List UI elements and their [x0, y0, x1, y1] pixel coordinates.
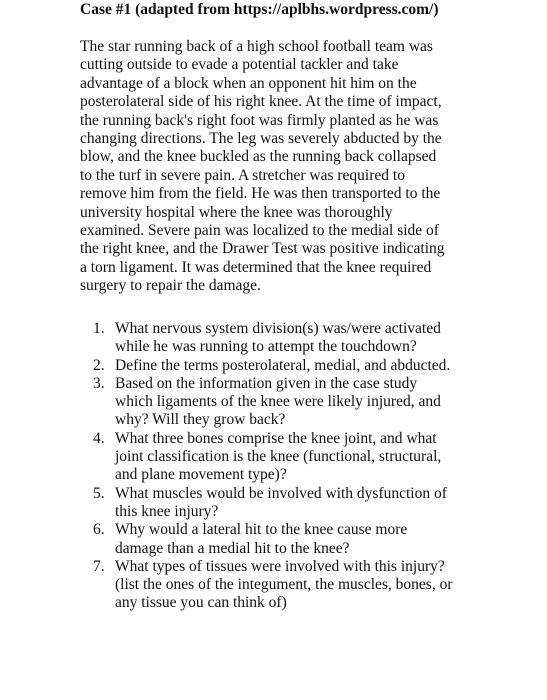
question-item-5: [93, 485, 493, 522]
question-number: 3.: [93, 374, 105, 392]
question-number: 7.: [93, 557, 105, 575]
paragraph-line: surgery to repair the damage.: [80, 277, 261, 295]
question-item-2: [93, 357, 493, 375]
question-line: damage than a medial hit to the knee?: [115, 539, 350, 557]
case-paragraph: [80, 38, 480, 296]
question-line: and plane movement type)?: [115, 466, 287, 484]
case-title: Case #1 (adapted from https://aplbhs.wordpress.com/): [80, 1, 439, 18]
question-number: 1.: [93, 320, 105, 337]
question-number: 4.: [93, 429, 105, 447]
paragraph-line: cutting outside to evade a potential tackler and take: [80, 56, 399, 74]
question-list: [93, 320, 493, 613]
paragraph-line: The star running back of a high school football team was: [80, 38, 433, 55]
question-item-1: [93, 320, 493, 357]
question-line: What types of tissues were involved with this injury?: [115, 557, 445, 575]
question-line: What nervous system division(s) was/were activated: [115, 320, 441, 337]
paragraph-line: a torn ligament. It was determined that the knee required: [80, 258, 432, 276]
paragraph-line: university hospital where the knee was thoroughly: [80, 203, 393, 221]
question-line: any tissue you can think of): [115, 594, 287, 612]
paragraph-line: the right knee, and the Drawer Test was positive indicating: [80, 240, 445, 258]
question-number: 6.: [93, 521, 105, 539]
question-line: while he was running to attempt the touchdown?: [115, 338, 417, 356]
question-line: this knee injury?: [115, 502, 219, 520]
paragraph-line: advantage of a block when an opponent hit him on the: [80, 74, 417, 92]
paragraph-line: to the turf in severe pain. A stretcher was required to: [80, 166, 405, 184]
question-item-4: [93, 430, 493, 485]
question-line: joint classification is the knee (functional, structural,: [115, 448, 442, 466]
question-line: What three bones comprise the knee joint, and what: [115, 429, 437, 447]
question-number: 5.: [93, 484, 105, 502]
question-item-3: [93, 375, 493, 430]
paragraph-line: changing directions. The leg was severely abducted by the: [80, 130, 442, 148]
question-line: What muscles would be involved with dysfunction of: [115, 484, 447, 502]
question-line: Why would a lateral hit to the knee cause more: [115, 521, 408, 539]
question-item-6: [93, 521, 493, 558]
question-line: why? Will they grow back?: [115, 411, 286, 429]
paragraph-line: the running back's right foot was firmly planted as he was: [80, 111, 439, 129]
question-item-7: [93, 558, 493, 613]
question-line: Define the terms posterolateral, medial, and abducted.: [115, 356, 451, 374]
question-number: 2.: [93, 356, 105, 374]
paragraph-line: examined. Severe pain was localized to the medial side of: [80, 222, 439, 240]
question-line: (list the ones of the integument, the muscles, bones, or: [115, 576, 453, 594]
paragraph-line: blow, and the knee buckled as the running back collapsed: [80, 148, 437, 166]
question-line: which ligaments of the knee were likely injured, and: [115, 393, 441, 411]
question-line: Based on the information given in the case study: [115, 374, 418, 392]
paragraph-line: remove him from the field. He was then transported to the: [80, 185, 441, 203]
paragraph-line: posterolateral side of his right knee. At the time of impact,: [80, 93, 442, 111]
